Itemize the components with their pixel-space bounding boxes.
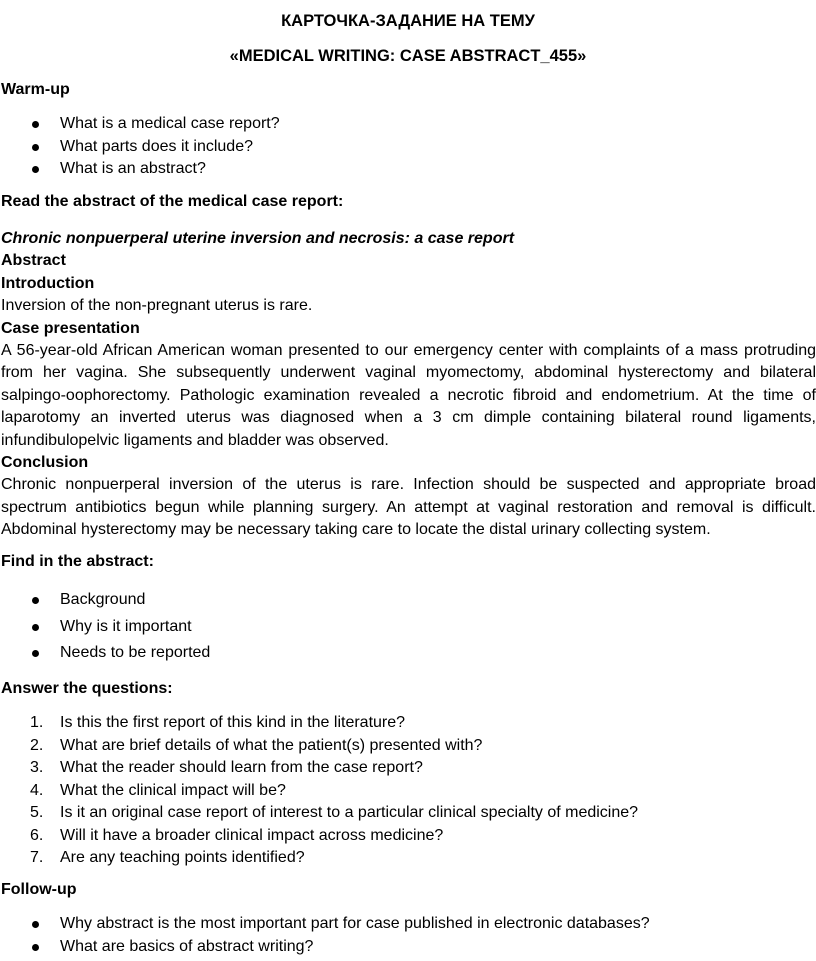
introduction-label: Introduction (1, 274, 95, 292)
find-list (0, 589, 210, 669)
followup-heading: Follow-up (1, 881, 77, 898)
bullet-icon (32, 121, 39, 128)
bullet-icon (32, 944, 39, 951)
list-item: Background (0, 589, 210, 616)
bullet-icon (32, 597, 39, 604)
bullet-icon (32, 650, 39, 657)
list-item: What parts does it include? (0, 136, 280, 159)
list-item: What are basics of abstract writing? (0, 936, 650, 959)
warmup-list (0, 113, 280, 181)
list-item: Why is it important (0, 616, 210, 643)
list-item: 4. What the clinical impact will be? (30, 781, 286, 799)
case-presentation-label: Case presentation (1, 319, 140, 337)
list-item: 5. Is it an original case report of interest to a particular clinical specialty of medicine? (30, 804, 639, 821)
bullet-icon (32, 921, 39, 928)
questions-heading: Answer the questions: (1, 680, 173, 697)
introduction-text: Inversion of the non-pregnant uterus is rare. (1, 297, 313, 315)
abstract-label: Abstract (1, 252, 66, 270)
page-subtitle: «MEDICAL WRITING: CASE ABSTRACT_455» (229, 47, 587, 65)
list-item: 6. Will it have a broader clinical impact across medicine? (30, 826, 444, 844)
list-item: 3. What the reader should learn from the case report? (30, 759, 423, 776)
conclusion-text: Chronic nonpuerperal inversion of the uterus is rare. Infection should be suspected and appropriate broad spectrum antibiotics begun while planning surgery. An attempt at vaginal restoration and removal is difficult. Abdominal hysterectomy may be necessary taking care to locate the distal urinary collecting system. (1, 476, 816, 539)
bullet-icon (32, 624, 39, 631)
conclusion-label: Conclusion (1, 454, 89, 472)
bullet-icon (32, 166, 39, 173)
list-item: What is an abstract? (0, 158, 280, 181)
followup-list (0, 913, 650, 958)
list-item: 1. Is this the first report of this kind in the literature? (30, 714, 406, 731)
warmup-heading: Warm-up (1, 81, 70, 98)
list-item: Needs to be reported (0, 642, 210, 669)
abstract-title: Chronic nonpuerperal uterine inversion and necrosis: a case report (1, 230, 515, 247)
page-title: КАРТОЧКА-ЗАДАНИЕ НА ТЕМУ (281, 12, 535, 30)
list-item: Why abstract is the most important part for case published in electronic databases? (0, 913, 650, 936)
list-item: 7. Are any teaching points identified? (30, 849, 305, 866)
abstract-section (1, 228, 816, 542)
find-heading: Find in the abstract: (1, 553, 154, 570)
case-presentation-text: A 56-year-old African American woman presented to our emergency center with complaints of a mass protruding from her vagina. She subsequently underwent vaginal myomectomy, abdominal hysterectomy and bilateral salpingo-oophorectomy. Pathologic examination revealed a necrotic fibroid and endometrium. At the time of laparotomy an inverted uterus was diagnosed when a 3 cm dimple containing bilateral round ligaments, infundibulopelvic ligaments and bladder was observed. (1, 342, 816, 449)
read-heading: Read the abstract of the medical case report: (1, 193, 344, 210)
bullet-icon (32, 144, 39, 151)
list-item: 2. What are brief details of what the patient(s) presented with? (30, 736, 483, 754)
questions-list (0, 712, 638, 870)
list-item: What is a medical case report? (0, 113, 280, 136)
